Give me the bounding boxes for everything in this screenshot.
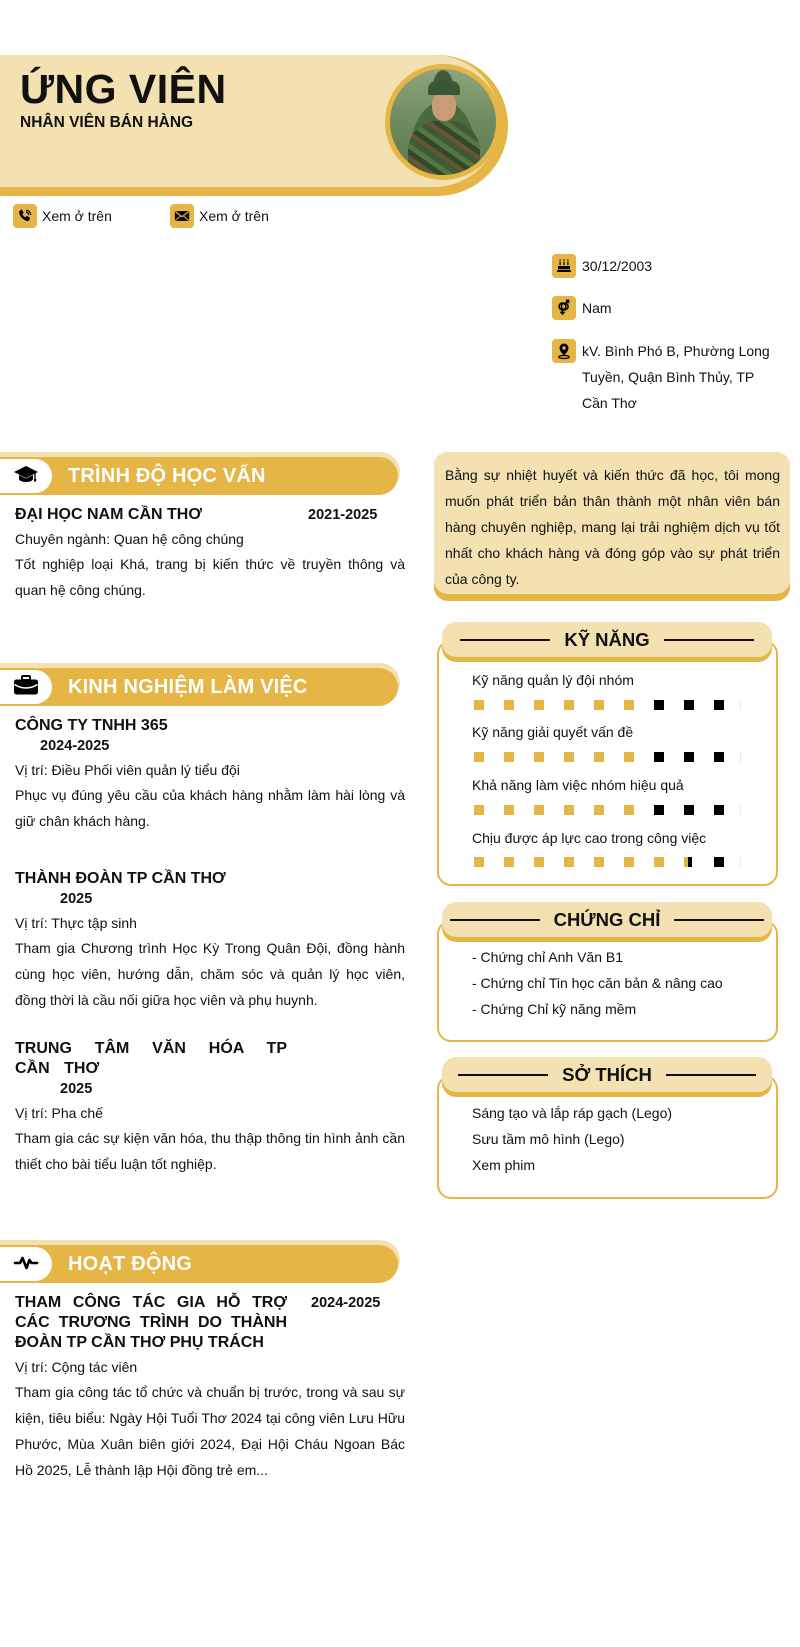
experience-period: 2025: [60, 891, 93, 907]
experience-description: Phục vụ đúng yêu cầu của khách hàng nhằm làm hài lòng và giữ chân khách hàng.: [15, 787, 405, 829]
contact-phone-value: Xem ở trên: [42, 208, 112, 224]
avatar: [385, 64, 501, 180]
skills-title: KỸ NĂNG: [564, 628, 650, 650]
divider-line: [666, 1074, 756, 1076]
activity-position: Vị trí: Cộng tác viên: [15, 1359, 138, 1375]
candidate-role: NHÂN VIÊN BÁN HÀNG: [20, 114, 194, 131]
contact-email: [170, 204, 269, 228]
skill-rating: [474, 700, 744, 710]
avatar-uniform: [408, 121, 480, 180]
experience-position: Vị trí: Pha chế: [15, 1105, 103, 1121]
activity-name: THAM CÔNG TÁC GIA HỖ TRỢ CÁC TRƯƠNG TRÌNH DO THÀNH ĐOÀN TP CẦN THƠ PHỤ TRÁCH: [15, 1294, 287, 1351]
certificate-item: - Chứng chỉ Anh Văn B1: [472, 949, 624, 965]
skill-label: Chịu được áp lực cao trong công việc: [472, 830, 707, 846]
contact-email-value: Xem ở trên: [199, 208, 269, 224]
skill-rating: [474, 805, 744, 815]
experience-item: [15, 1039, 405, 1177]
experience-item: [15, 869, 405, 1013]
certificates-title: CHỨNG CHỈ: [553, 908, 661, 930]
education-item: [15, 505, 405, 603]
section-header-experience: [0, 663, 400, 707]
hobbies-title: SỞ THÍCH: [562, 1063, 652, 1085]
info-birthday: [552, 253, 782, 279]
activity-description: Tham gia công tác tổ chức và chuẩn bị trước, trong và sau sự kiện, tiêu biểu: Ngày Hội Tuổi Thơ 2024 tại công viên Lưu Hữu Phước, Mùa Xuân biên giới 2024, Đại Hội Cháu Ngoan Bác Hồ 2025, Lễ thành lập Hội đồng trẻ em...: [15, 1384, 405, 1478]
skill-rating: [474, 752, 744, 762]
info-address: [552, 338, 782, 416]
experience-item: [15, 716, 405, 834]
info-gender: [552, 295, 782, 321]
career-objective-text: Bằng sự nhiệt huyết và kiến thức đã học, tôi mong muốn phát triển bản thân thành một nhân viên bán hàng chuyên nghiệp, mang lại trải nghiệm dịch vụ tốt nhất cho khách hàng và đóng góp vào sự phát triển của công ty.: [434, 452, 790, 594]
contact-phone: [13, 204, 112, 228]
avatar-face: [432, 91, 456, 121]
candidate-name: ỨNG VIÊN: [20, 66, 227, 112]
gender-icon: [552, 296, 576, 320]
activity-period: 2024-2025: [311, 1295, 381, 1311]
birthday-cake-icon: [552, 254, 576, 278]
skill-rating: [474, 857, 744, 867]
experience-period: 2024-2025: [40, 738, 110, 754]
career-objective-card: [434, 452, 790, 601]
experience-company: CÔNG TY TNHH 365: [15, 717, 168, 734]
location-pin-icon: [552, 339, 576, 363]
experience-company: TRUNG TÂM VĂN HÓA TP CẦN THƠ: [15, 1040, 287, 1077]
address-value: kV. Bình Phó B, Phường Long Tuyền, Quận Bình Thủy, TP Cần Thơ: [582, 343, 770, 411]
certificate-item: - Chứng Chỉ kỹ năng mềm: [472, 1001, 637, 1017]
section-title-education: TRÌNH ĐỘ HỌC VẤN: [68, 465, 266, 487]
education-major: Chuyên ngành: Quan hệ công chúng: [15, 531, 244, 547]
experience-position: Vị trí: Thực tập sinh: [15, 915, 137, 931]
divider-line: [674, 919, 764, 921]
experience-position: Vị trí: Điều Phối viên quản lý tiểu đội: [15, 762, 240, 778]
graduation-cap-icon: [13, 463, 39, 490]
activity-item: [15, 1293, 405, 1483]
skill-label: Kỹ năng quản lý đội nhóm: [472, 672, 634, 688]
briefcase-icon: [13, 674, 39, 701]
phone-icon: [13, 204, 37, 228]
divider-line: [664, 639, 754, 641]
experience-company: THÀNH ĐOÀN TP CẦN THƠ: [15, 870, 226, 887]
birthday-value: 30/12/2003: [582, 258, 653, 274]
gender-value: Nam: [582, 300, 612, 316]
section-title-experience: KINH NGHIỆM LÀM VIỆC: [68, 676, 308, 698]
section-title-activities: HOẠT ĐỘNG: [68, 1253, 193, 1275]
hobbies-header: [442, 1057, 772, 1095]
email-icon: [170, 204, 194, 228]
education-school: ĐẠI HỌC NAM CẦN THƠ: [15, 506, 202, 523]
education-period: 2021-2025: [308, 507, 378, 523]
certificates-header: [442, 902, 772, 940]
hobby-item: Sưu tầm mô hình (Lego): [472, 1131, 625, 1147]
divider-line: [450, 919, 540, 921]
hobby-item: Sáng tạo và lắp ráp gạch (Lego): [472, 1105, 673, 1121]
section-header-activities: [0, 1240, 400, 1284]
certificates-list: [472, 944, 723, 1022]
hobby-item: Xem phim: [472, 1157, 536, 1173]
certificate-item: - Chứng chỉ Tin học căn bản & nâng cao: [472, 975, 723, 991]
skill-label: Khả năng làm việc nhóm hiệu quả: [472, 777, 684, 793]
skills-header: [442, 622, 772, 660]
education-description: Tốt nghiệp loại Khá, trang bị kiến thức về truyền thông và quan hệ công chúng.: [15, 556, 405, 598]
divider-line: [460, 639, 550, 641]
divider-line: [458, 1074, 548, 1076]
activity-pulse-icon: [13, 1251, 39, 1278]
experience-period: 2025: [60, 1081, 93, 1097]
skill-label: Kỹ năng giải quyết vấn đề: [472, 724, 634, 740]
section-header-education: [0, 452, 400, 496]
experience-description: Tham gia các sự kiện văn hóa, thu thập thông tin hình ảnh cần thiết cho bài tiểu luận tốt nghiệp.: [15, 1130, 405, 1172]
hobbies-list: [472, 1100, 672, 1178]
avatar-cap: [428, 81, 460, 95]
experience-description: Tham gia Chương trình Học Kỳ Trong Quân Đội, đồng hành cùng học viên, hướng dẫn, chăm sóc và quản lý học viên, đồng thời là cầu nối giữa học viên và phụ huynh.: [15, 940, 405, 1008]
